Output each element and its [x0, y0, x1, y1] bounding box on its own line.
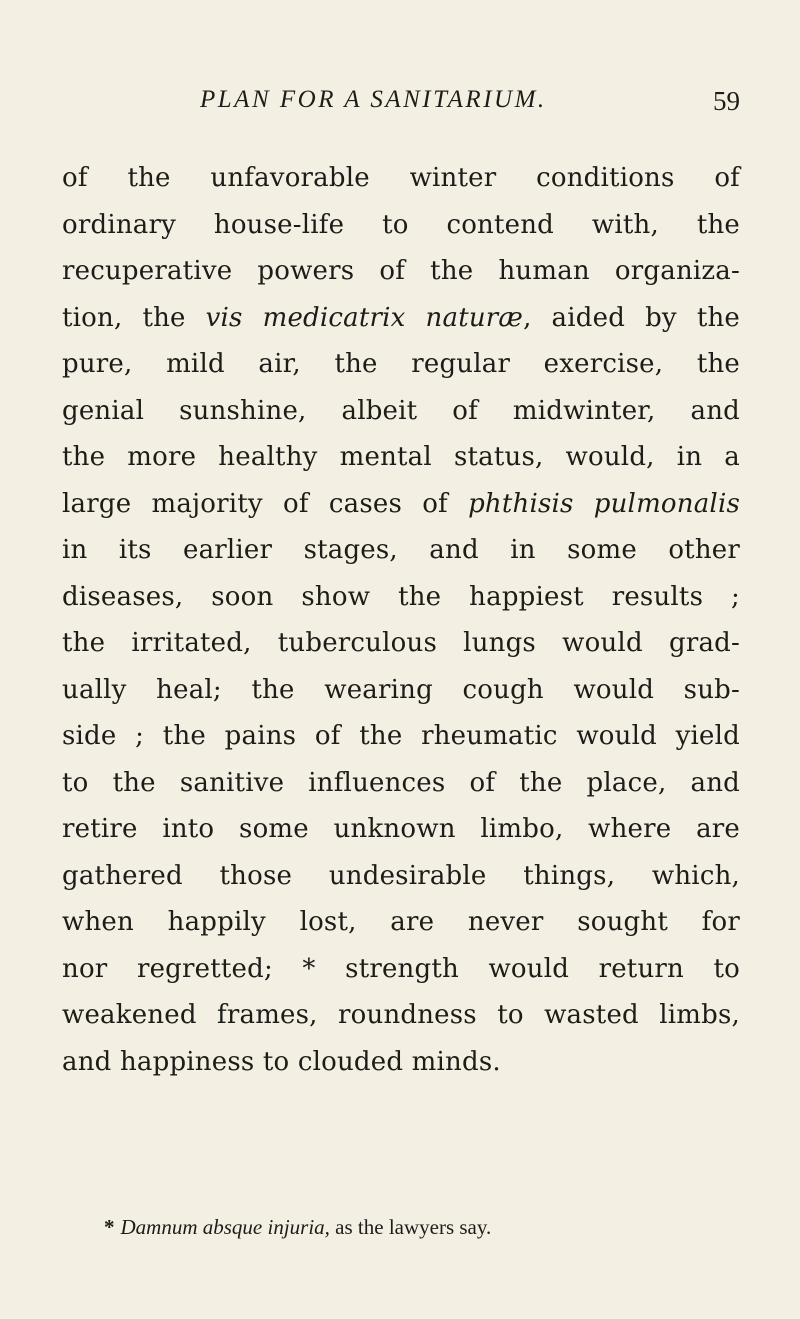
running-title: PLAN FOR A SANITARIUM. [200, 86, 547, 113]
text-line: of the unfavorable winter conditions of [62, 163, 740, 193]
text-line: nor regretted; * strength would return to [62, 953, 740, 984]
text-line: tion, the vis medicatrix naturæ, aided by the [62, 302, 740, 333]
text-line: side ; the pains of the rheumatic would yield [62, 721, 740, 751]
footnote-latin: Damnum absque injuria, [120, 1215, 330, 1239]
text-line: retire into some unknown limbo, where are [62, 814, 740, 844]
latin-phrase: vis medicatrix naturæ [205, 302, 524, 333]
text-line: weakened frames, roundness to wasted limbs, [62, 1000, 740, 1030]
text-line: to the sanitive influences of the place, and [62, 767, 740, 798]
text-line: genial sunshine, albeit of midwinter, and [62, 395, 740, 426]
text-line: large majority of cases of phthisis pulmonalis [62, 488, 740, 519]
text-line: when happily lost, are never sought for [62, 907, 740, 937]
text-line: the irritated, tuberculous lungs would grad- [62, 628, 740, 658]
text-line: recuperative powers of the human organiza- [62, 256, 740, 286]
text-line: diseases, soon show the happiest results ; [62, 581, 740, 612]
latin-phrase: phthisis pulmonalis [468, 488, 740, 519]
footnote-mark: * [104, 1215, 115, 1239]
text-line: ordinary house-life to contend with, the [62, 209, 740, 240]
text-line: and happiness to clouded minds. [62, 1046, 501, 1077]
footnote-text: as the lawyers say. [329, 1215, 492, 1239]
text-line: pure, mild air, the regular exercise, the [62, 349, 740, 379]
text-line: ually heal; the wearing cough would sub- [62, 674, 740, 705]
page-number: 59 [713, 86, 740, 116]
running-head [200, 86, 740, 114]
text-line: the more healthy mental status, would, in a [62, 442, 740, 472]
footnote [104, 1212, 744, 1242]
text-line: in its earlier stages, and in some other [62, 535, 740, 565]
text-line: gathered those undesirable things, which, [62, 860, 740, 891]
body-paragraph [62, 158, 740, 1088]
